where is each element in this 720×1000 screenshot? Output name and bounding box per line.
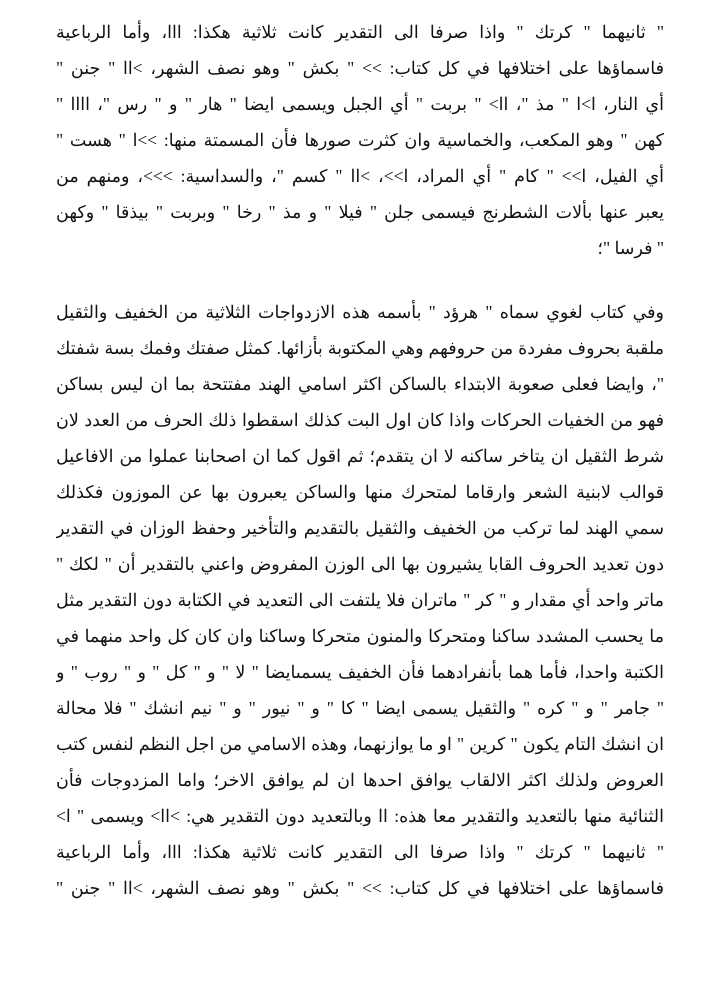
text-line: فاسماؤها على اختلافها في كل كتاب: >> " بكش " وهو نصف الشهر، >اا " جنن " <box>56 58 664 78</box>
text-line: دون تعديد الحروف القابا يشيرون بها الى الوزن المفروض واعني بالتقدير أن " لكك " <box>56 554 664 574</box>
text-line: "، وايضا فعلى صعوبة الابتداء بالساكن اكثر اسامي الهند مفتتحة بما ان ليس بساكن <box>56 374 664 394</box>
text-line: أي النار، ا>ا " مذ "، اا> " بربت " أي الجبل ويسمى ايضا " هار " و " رس "، اااا " <box>56 94 664 114</box>
text-line: ما يحسب المشدد ساكنا ومتحركا والمنون متحركا وساكنا وان كان كل واحد منهما في <box>56 626 664 646</box>
text-line: " فرسا "؛ <box>597 238 664 258</box>
text-line: ملقبة بحروف مفردة من حروفهم وهي المكتوبة بأزائها. كمثل صفتك وفمك بسة شفتك <box>56 338 664 358</box>
text-line: أي الفيل، ا>> " كام " أي المراد، ا>>، >اا " كسم "، والسداسية: >>>، ومنهم من <box>56 166 664 186</box>
text-line: العروض ولذلك اكثر الالقاب يوافق احدها ان لم يوافق الاخر؛ واما المزدوجات فأن <box>56 770 664 790</box>
text-line: ان انشك التام يكون " كرين " او ما يوازنهما، وهذه الاسامي من اجل النظم لنفس كتب <box>56 734 664 754</box>
text-line: " ثانيهما " كرتك " واذا صرفا الى التقدير كانت ثلاثية هكذا: ااا، وأما الرباعية <box>56 842 664 862</box>
paragraph-gap <box>56 266 664 294</box>
text-line: الكتبة واحدا، فأما هما بأنفرادهما فأن الخفيف يسمىايضا " لا " و " كل " و " روب " و <box>56 662 664 682</box>
text-line: الثنائية منها بالتعديد والتقدير معا هذه: اا وبالتعديد دون التقدير هي: >اا> ويسمى " ا> <box>56 806 664 826</box>
text-line: كهن " وهو المكعب، والخماسية وان كثرت صورها فأن المسمتة منها: >>ا " هست " <box>56 130 664 150</box>
text-line: ماتر واحد أي مقدار و " كر " ماتران فلا يلتفت الى التعديد في الكتابة دون التقدير مثل <box>56 590 664 610</box>
text-line: سمي الهند لما تركب من الخفيف والثقيل بالتقديم والتأخير وحفظ الوزان في التقدير <box>56 518 664 538</box>
text-line: فاسماؤها على اختلافها في كل كتاب: >> " بكش " وهو نصف الشهر، >اا " جنن " <box>56 878 664 898</box>
paragraph-2 <box>56 294 664 906</box>
text-line: فهو من الخفيات الحركات واذا كان اول البت كذلك اسقطوا ذلك الحرف من العدد لان <box>56 410 664 430</box>
text-line: قوالب لابنية الشعر وارقاما لمتحرك منها والساكن يعبرون بها عن الموزون فكذلك <box>56 482 664 502</box>
text-line: شرط الثقيل ان يتاخر ساكنه لا ان يتقدم؛ ثم اقول كما ان اصحابنا عملوا من الافاعيل <box>56 446 664 466</box>
text-line: " ثانيهما " كرتك " واذا صرفا الى التقدير كانت ثلاثية هكذا: ااا، وأما الرباعية <box>56 22 664 42</box>
paragraph-1 <box>56 14 664 266</box>
text-line: يعبر عنها بألات الشطرنج فيسمى جلن " فيلا " و مذ " رخا " وبربت " بيذقا " وكهن <box>56 202 664 222</box>
text-line: " جامر " و " كره " والثقيل يسمى ايضا " كا " و " نيور " و " نيم انشك " فلا محالة <box>56 698 664 718</box>
text-line: وفي كتاب لغوي سماه " هرؤد " بأسمه هذه الازدواجات الثلاثية من الخفيف والثقيل <box>56 302 664 322</box>
